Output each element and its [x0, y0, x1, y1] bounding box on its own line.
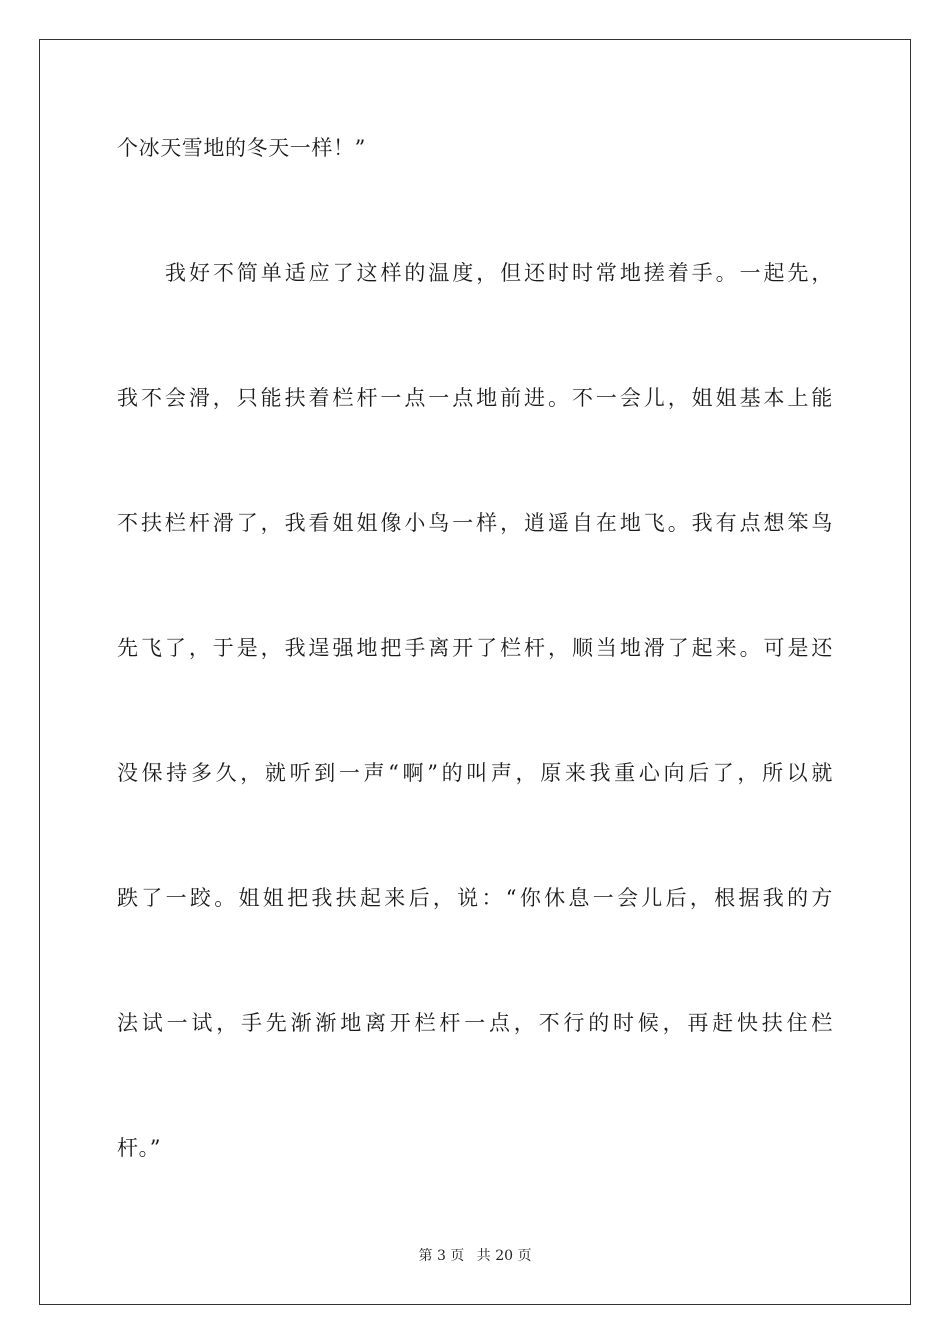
page-total: 共 20 页 [476, 1248, 532, 1264]
text-line-1: 个冰天雪地的冬天一样！” [117, 136, 366, 160]
text-line-7: 跌了一跤。姐姐把我扶起来后，说：“你休息一会儿后，根据我的方 [117, 886, 833, 910]
text-line-8: 法试一试，手先渐渐地离开栏杆一点，不行的时候，再赶快扶住栏 [117, 1011, 833, 1035]
text-line-2: 我好不简单适应了这样的温度，但还时时常地搓着手。一起先， [165, 261, 833, 285]
page-border [39, 39, 911, 1305]
text-line-9: 杆。” [117, 1136, 162, 1160]
text-line-5: 先飞了，于是，我逞强地把手离开了栏杆，顺当地滑了起来。可是还 [117, 636, 833, 660]
text-line-3: 我不会滑，只能扶着栏杆一点一点地前进。不一会儿，姐姐基本上能 [117, 386, 833, 410]
page-footer [0, 1246, 950, 1266]
page-number: 第 3 页 [418, 1248, 465, 1264]
text-line-6: 没保持多久，就听到一声“啊”的叫声，原来我重心向后了，所以就 [117, 761, 833, 785]
text-line-4: 不扶栏杆滑了，我看姐姐像小鸟一样，逍遥自在地飞。我有点想笨鸟 [117, 511, 833, 535]
